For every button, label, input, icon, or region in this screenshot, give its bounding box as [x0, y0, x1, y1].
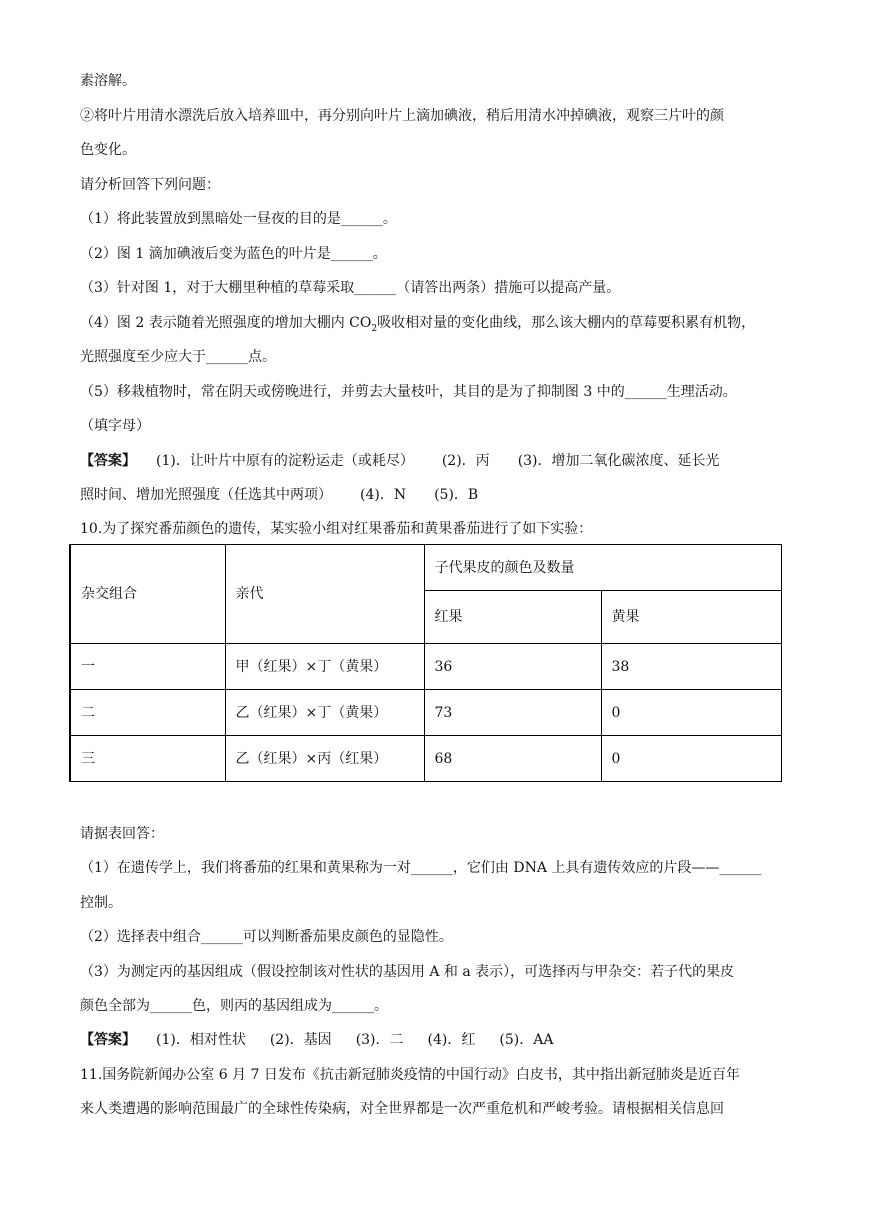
cell-group: 三 — [70, 736, 225, 782]
answer-9-cont — [80, 485, 478, 505]
answer-part: (5)．AA — [499, 1032, 554, 1048]
cell-group: 一 — [70, 644, 225, 690]
cell-parents: 甲（红果）×丁（黄果） — [225, 644, 424, 690]
cross-results-table — [69, 544, 782, 782]
paragraph-line: 素溶解。 — [80, 73, 136, 89]
table-row — [70, 690, 781, 736]
question-9-1: （1）将此装置放到黑暗处一昼夜的目的是______。 — [80, 211, 397, 227]
answer-part: (3)．二 — [355, 1032, 404, 1048]
cell-yellow-count: 38 — [601, 644, 781, 690]
question-9-5: （5）移栽植物时，常在阴天或傍晚进行，并剪去大量枝叶，其目的是为了抑制图 3 中的______生理活动。 — [80, 384, 737, 400]
q4-text-before: （4）图 2 表示随着光照强度的增加大棚内 CO — [80, 315, 372, 331]
question-10-1: （1）在遗传学上，我们将番茄的红果和黄果称为一对______，它们由 DNA 上具有遗传效应的片段——______ — [80, 860, 762, 876]
table-header-cross-group: 杂交组合 — [70, 545, 225, 644]
table-row — [70, 736, 781, 782]
question-10-3: （3）为测定丙的基因组成（假设控制该对性状的基因用 A 和 a 表示），可选择丙与甲杂交：若子代的果皮 — [80, 964, 735, 980]
question-10-2: （2）选择表中组合______可以判断番茄果皮颜色的显隐性。 — [80, 929, 453, 945]
question-9-4-cont: 光照强度至少应大于______点。 — [80, 349, 276, 365]
question-9-5-cont: （填字母） — [80, 418, 150, 434]
question-10-1-cont: 控制。 — [80, 895, 122, 911]
answer-part: (2)．丙 — [441, 453, 490, 469]
answer-part: (5)．B — [434, 487, 479, 503]
answer-part: (1)．让叶片中原有的淀粉运走（或耗尽） — [156, 453, 414, 469]
q4-subscript: 2 — [371, 323, 378, 334]
table-row — [70, 644, 781, 690]
table-header-parents: 亲代 — [225, 545, 424, 644]
table-header-yellow: 黄果 — [601, 591, 781, 644]
cell-red-count: 36 — [424, 644, 601, 690]
cell-parents: 乙（红果）×丁（黄果） — [225, 690, 424, 736]
answer-part: (4)．红 — [427, 1032, 476, 1048]
table-header-red: 红果 — [424, 591, 601, 644]
question-11-intro-cont: 来人类遭遇的影响范围最广的全球性传染病，对全世界都是一次严重危机和严峻考验。请根据相关信息回 — [80, 1101, 724, 1117]
answer-10 — [80, 1030, 553, 1050]
question-10-3-cont: 颜色全部为______色，则丙的基因组成为______。 — [80, 998, 388, 1014]
answer-part: (4)．N — [360, 487, 407, 503]
question-9-2: （2）图 1 滴加碘液后变为蓝色的叶片是______。 — [80, 246, 387, 262]
answer-label: 【答案】 — [80, 1032, 136, 1048]
answer-part: 照时间、增加光照强度（任选其中两项） — [80, 487, 332, 503]
cell-yellow-count: 0 — [601, 690, 781, 736]
cell-yellow-count: 0 — [601, 736, 781, 782]
cell-parents: 乙（红果）×丙（红果） — [225, 736, 424, 782]
answer-part: (2)．基因 — [269, 1032, 332, 1048]
answer-label: 【答案】 — [80, 453, 136, 469]
answer-part: (3)．增加二氧化碳浓度、延长光 — [517, 453, 720, 469]
cell-group: 二 — [70, 690, 225, 736]
paragraph-line: 请分析回答下列问题： — [80, 177, 220, 193]
paragraph-line: ②将叶片用清水漂洗后放入培养皿中，再分别向叶片上滴加碘液，稍后用清水冲掉碘液，观察三片叶的颜 — [80, 108, 724, 124]
q4-text-after: 吸收相对量的变化曲线，那么该大棚内的草莓要积累有机物， — [377, 315, 756, 331]
answer-part: (1)．相对性状 — [156, 1032, 246, 1048]
cell-red-count: 73 — [424, 690, 601, 736]
question-11-intro: 11.国务院新闻办公室 6 月 7 日发布《抗击新冠肺炎疫情的中国行动》白皮书，其中指出新冠肺炎是近百年 — [80, 1067, 740, 1083]
paragraph-line: 色变化。 — [80, 142, 136, 158]
question-9-3: （3）针对图 1，对于大棚里种植的草莓采取______（请答出两条）措施可以提高产量。 — [80, 280, 621, 296]
cell-red-count: 68 — [424, 736, 601, 782]
question-9-4 — [80, 313, 755, 339]
answer-9 — [80, 451, 720, 471]
table-header-offspring: 子代果皮的颜色及数量 — [424, 545, 781, 591]
question-10-intro: 10.为了探究番茄颜色的遗传，某实验小组对红果番茄和黄果番茄进行了如下实验： — [80, 521, 593, 537]
paragraph-line: 请据表回答： — [80, 826, 164, 842]
